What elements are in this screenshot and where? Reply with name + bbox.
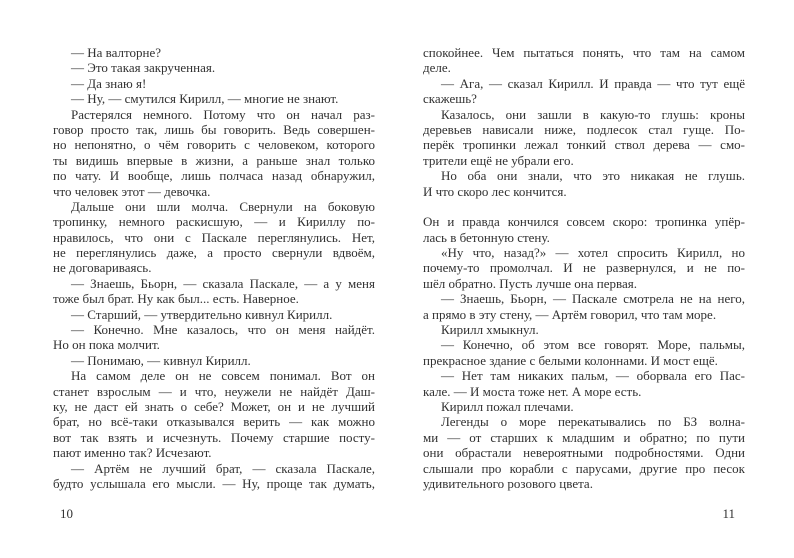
text-line: ку, не даст ей знать о себе? Может, он и не лучший — [53, 398, 375, 414]
text-line: деревьев нависали ниже, подлесок стал гуще. По- — [423, 121, 745, 137]
text-line: не договариваясь. — [53, 260, 152, 276]
text-line: а прямо в эту стену, — Артём говорил, что там море. — [423, 306, 717, 322]
text-line: Он и правда кончился совсем скоро: тропинка упёр- — [423, 214, 745, 230]
text-line: — Да знаю я! — [71, 75, 147, 91]
page-right-text-column — [423, 45, 745, 491]
text-line: шёл обратно. Пусть лучше она первая. — [423, 275, 637, 291]
text-line: Казалось, они зашли в какую-то глушь: кроны — [441, 106, 745, 122]
text-line: ты видишь впервые в жизни, а раньше знал только — [53, 152, 375, 168]
page-number-left: 10 — [60, 506, 73, 521]
text-line: — Артём не лучший брат, — сказала Паскале, — [71, 460, 375, 476]
text-line: Но оба они знали, что это никакая не глушь. — [441, 168, 745, 184]
text-line: будто услышала его мысли. — Ну, проще так думать, — [53, 475, 375, 491]
text-line: слышали про корабли с парусами, другие про песок — [423, 460, 745, 476]
text-line: — На валторне? — [71, 45, 162, 60]
text-line: Дальше они шли молча. Свернули на боковую — [71, 198, 375, 214]
text-line: удивительного розового цвета. — [423, 475, 593, 491]
text-line: Растерялся немного. Потому что он начал раз- — [71, 106, 375, 122]
text-line: — Старший, — утвердительно кивнул Кирилл. — [71, 306, 333, 322]
text-line: тропинку, немного раскисшую, — и Кириллу по- — [53, 214, 375, 230]
text-line: И что скоро лес кончится. — [423, 183, 567, 199]
text-line: скажешь? — [423, 91, 477, 107]
text-line: — Ну, — смутился Кирилл, — многие не знают. — [71, 91, 339, 107]
text-line: брат, но всё-таки отказывался верить — как можно — [53, 414, 375, 430]
text-line: Но он пока молчит. — [53, 337, 160, 353]
text-line: они обрастали невероятными подробностями. Одни — [423, 445, 745, 461]
text-line: — Это такая закрученная. — [71, 60, 216, 76]
text-line: пают именно так? Исчезают. — [53, 445, 212, 461]
text-line: — Нет там никаких пальм, — оборвала его Пас- — [441, 368, 745, 384]
text-line: — Понимаю, — кивнул Кирилл. — [71, 352, 251, 368]
text-line: Кирилл хмыкнул. — [441, 322, 539, 338]
text-line: вот так взять и исчезнуть. Почему старшие посту- — [53, 429, 375, 445]
text-line: — Конечно. Мне казалось, что он меня найдёт. — [71, 322, 375, 338]
text-line: не переглянулись даже, а просто свернули вдвоём, — [53, 245, 375, 261]
text-line: — Ага, — сказал Кирилл. И правда — что тут ещё — [441, 75, 745, 91]
text-line: — Знаешь, Бьорн, — Паскале смотрела не на него, — [441, 291, 745, 307]
text-line: Кирилл пожал плечами. — [441, 398, 574, 414]
text-line: что человек этот — девочка. — [53, 183, 211, 199]
page-number-right: 11 — [722, 506, 735, 521]
text-line: кале. — И моста тоже нет. А море есть. — [423, 383, 642, 399]
text-line: перёк тропинки лежал тонкий ствол дерева — смо- — [423, 137, 745, 153]
page-left-text-column — [53, 45, 375, 491]
text-line: — Конечно, об этом все говорят. Море, пальмы, — [441, 337, 745, 353]
text-line: почему-то промолчал. И не развернулся, и не по- — [423, 260, 745, 276]
text-line: лась в бетонную стену. — [423, 229, 550, 245]
text-line: нравилось, что они с Паскале переглянулись. Нет, — [53, 229, 375, 245]
text-line: Легенды о море перекатывались по БЗ волна- — [441, 414, 745, 430]
text-line: «Ну что, назад?» — хотел спросить Кирилл, но — [441, 245, 745, 261]
text-line: спокойнее. Чем пытаться понять, что там на самом — [423, 45, 745, 60]
text-line: но непонятно, о чём говорить с человеком, которого — [53, 137, 375, 153]
text-line: На самом деле он не совсем понимал. Вот он — [71, 368, 375, 384]
text-line: по чату. И вообще, лишь полчаса назад обнаружил, — [53, 168, 375, 184]
text-line: станет взрослым — и что, неужели не найдёт Даш- — [53, 383, 375, 399]
text-line: тоже был брат. Ну как был... есть. Наверное. — [53, 291, 299, 307]
text-line: трители ещё не убрали его. — [423, 152, 574, 168]
text-line: ми — от старших к младшим и обратно; по пути — [423, 429, 745, 445]
text-line: — Знаешь, Бьорн, — сказала Паскале, — а у меня — [71, 275, 375, 291]
text-line: говор просто так, лишь бы говорить. Ведь совершен- — [53, 121, 375, 137]
text-line: деле. — [423, 60, 451, 76]
scene-break-spacer — [423, 199, 745, 214]
text-line: прекрасное здание с белыми колоннами. И мост ещё. — [423, 352, 718, 368]
